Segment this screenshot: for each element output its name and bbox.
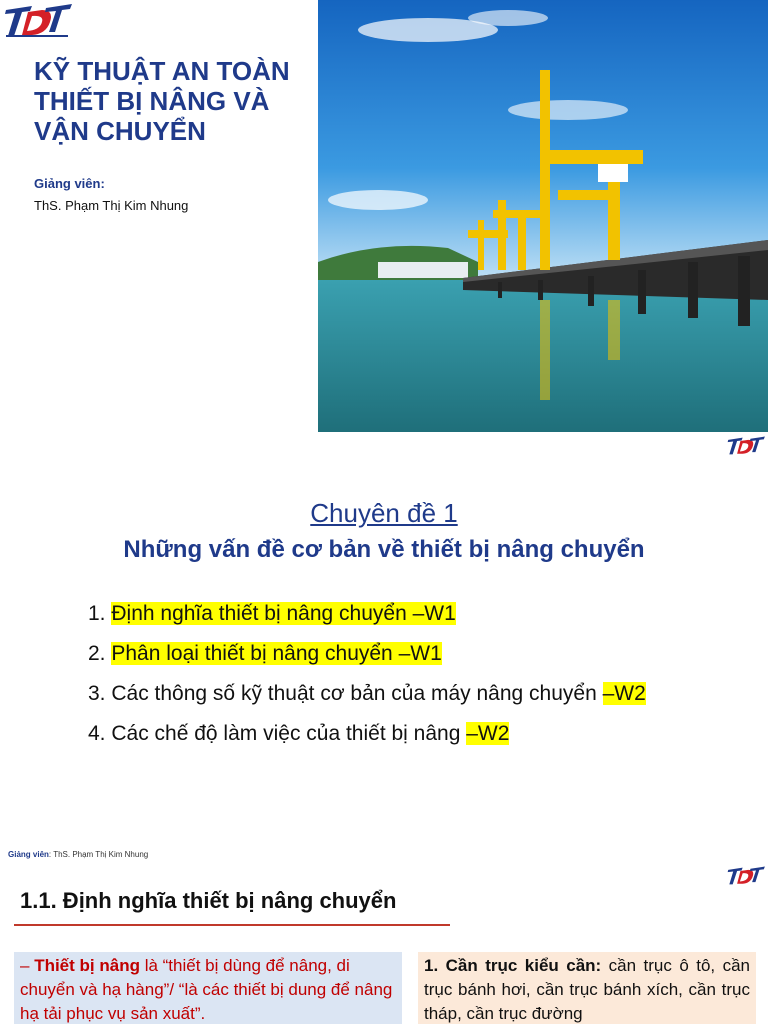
definition-text: – Thiết bị nâng là “thiết bị dùng để nâng, di chuyển và hạ hàng”/ “là các thiết bị dung để nâng hạ tải phục vụ sản xuất”. xyxy=(20,956,393,1023)
crane-types-text: 1. Cần trục kiểu cần: cần trục ô tô, cần trục bánh hơi, cần trục bánh xích, cần trục tháp, cần trục đường xyxy=(424,956,750,1023)
topic-list xyxy=(88,594,768,754)
topic-title xyxy=(0,498,768,529)
term: Thiết bị nâng xyxy=(34,956,140,975)
section-heading: 1.1. Định nghĩa thiết bị nâng chuyển xyxy=(20,888,397,913)
port-crane-photo xyxy=(318,0,768,432)
list-item: 2. Phân loại thiết bị nâng chuyển –W1 xyxy=(88,642,442,665)
lecturer-name: ThS. Phạm Thị Kim Nhung xyxy=(34,198,189,213)
university-logo xyxy=(726,434,766,458)
list-item: 1. Định nghĩa thiết bị nâng chuyển –W1 xyxy=(88,602,456,625)
university-logo xyxy=(2,2,74,40)
lecturer-footer: Giảng viên: ThS. Phạm Thị Kim Nhung xyxy=(8,850,149,859)
highlighted-text: Định nghĩa thiết bị nâng chuyển –W1 xyxy=(111,602,456,625)
topic-slide xyxy=(0,432,768,832)
topic-number: Chuyên đề 1 xyxy=(310,498,458,528)
course-title: KỸ THUẬT AN TOÀN THIẾT BỊ NÂNG VÀ VẬN CHUYỂN xyxy=(34,56,290,146)
highlighted-text: Phân loại thiết bị nâng chuyển –W1 xyxy=(111,642,442,665)
lecturer-label: Giảng viên: xyxy=(34,176,105,191)
list-item: 4. Các chế độ làm việc của thiết bị nâng –W2 xyxy=(88,722,510,745)
list-item: 3. Các thông số kỹ thuật cơ bản của máy nâng chuyển –W2 xyxy=(88,682,646,705)
title-slide xyxy=(0,0,768,432)
university-logo xyxy=(726,864,766,888)
heading-underline xyxy=(14,924,450,926)
definition-slide xyxy=(0,832,768,1024)
topic-subtitle: Những vấn đề cơ bản về thiết bị nâng chuyển xyxy=(123,536,645,563)
week-tag: –W2 xyxy=(466,722,510,745)
week-tag: –W2 xyxy=(602,682,646,705)
type-heading: 1. Cần trục kiểu cần: xyxy=(424,956,602,975)
